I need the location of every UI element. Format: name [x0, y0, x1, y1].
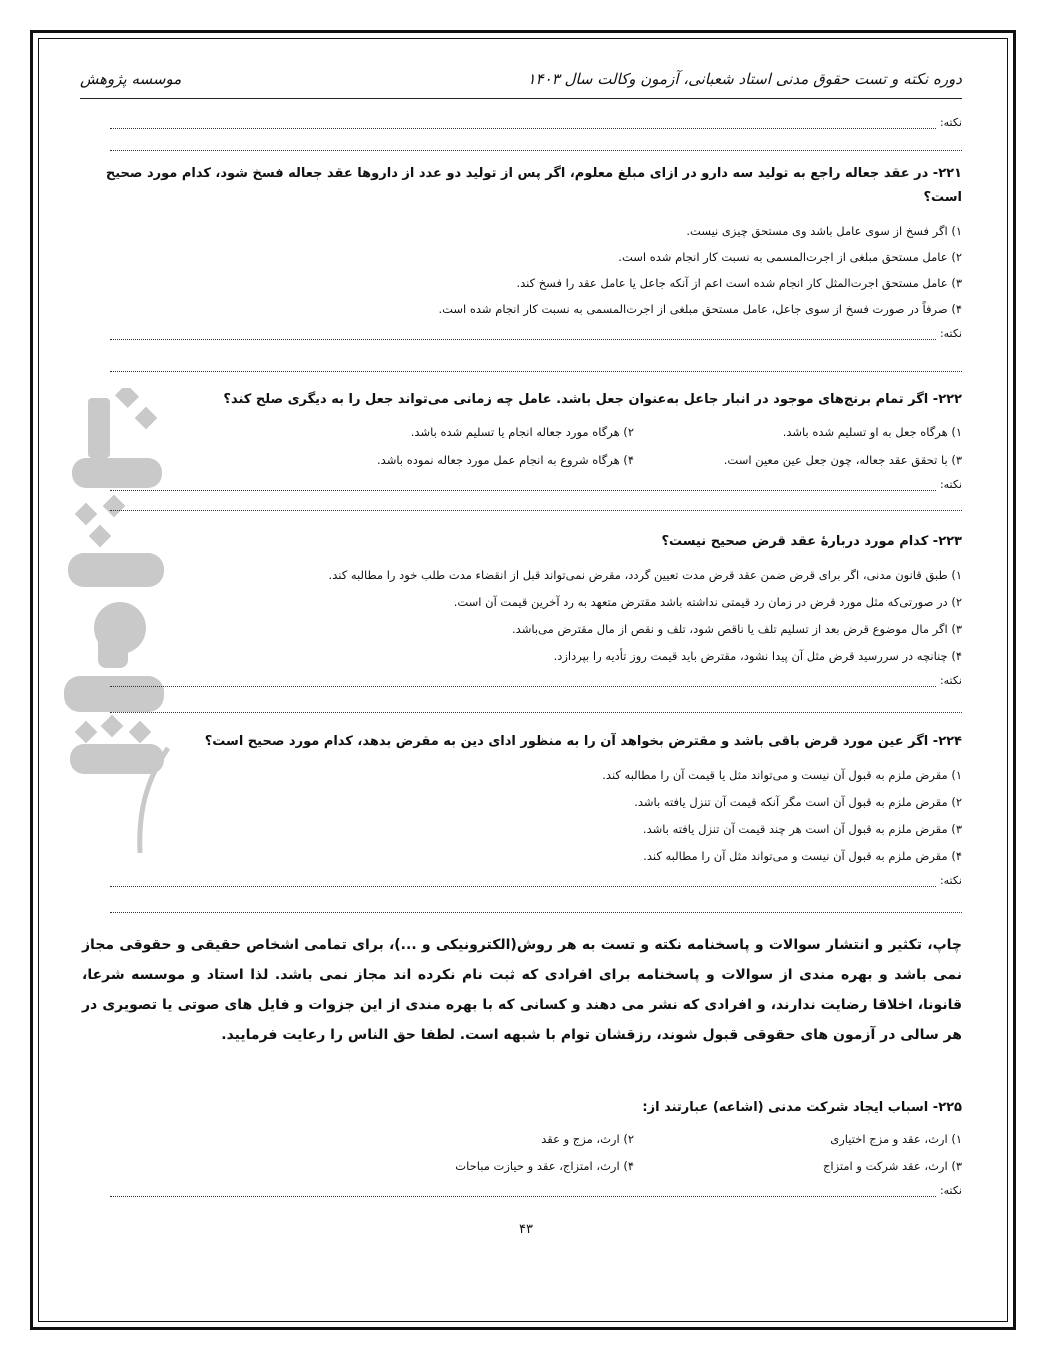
q222-option-3: ۳) با تحقق عقد جعاله، چون جعل عین معین است.: [723, 453, 962, 467]
header-title: دوره نکته و تست حقوق مدنی استاد شعبانی، آزمون وکالت سال ۱۴۰۳: [527, 70, 962, 88]
question-223: ۲۲۳- کدام مورد دربارهٔ عقد قرض صحیح نیست؟: [661, 534, 962, 549]
note-label: نکته:: [939, 327, 962, 340]
q225-option-2: ۲) ارث، مزج و عقد: [541, 1132, 634, 1146]
question-225: ۲۲۵- اسباب ایجاد شرکت مدنی (اشاعه) عبارتند از:: [642, 1100, 962, 1115]
note-label: نکته:: [939, 478, 962, 491]
q225-option-3: ۳) ارث، عقد شرکت و امتزاج: [822, 1159, 962, 1173]
question-224: ۲۲۴- اگر عین مورد قرض باقی باشد و مقترض بخواهد آن را به منظور ادای دین به مقرض بدهد، کدام مورد صحیح است؟: [204, 734, 962, 749]
q222-option-4: ۴) هرگاه شروع به انجام عمل مورد جعاله نموده باشد.: [377, 453, 634, 467]
q221-option-1: ۱) اگر فسخ از سوی عامل باشد وی مستحق چیزی نیست.: [686, 224, 962, 238]
note-dotted-line: [110, 150, 962, 151]
q223-option-2: ۲) در صورتی‌که مثل مورد قرض در زمان رد قیمتی نداشته باشد مقترض متعهد به رد آخرین قیمت آن است.: [453, 595, 962, 609]
q224-option-2: ۲) مقرض ملزم به قبول آن است مگر آنکه قیمت آن تنزل یافته باشد.: [634, 795, 962, 809]
note-label: نکته:: [939, 116, 962, 129]
note-label: نکته:: [939, 674, 962, 687]
note-dotted-line: [110, 912, 962, 913]
note-line: [110, 674, 962, 687]
note-line: [110, 1184, 962, 1197]
q221-option-4: ۴) صرفاً در صورت فسخ از سوی جاعل، عامل مستحق مبلغی از اجرت‌المسمی به نسبت کار انجام شده است.: [438, 302, 962, 316]
q224-option-4: ۴) مقرض ملزم به قبول آن نیست و می‌تواند مثل آن را مطالبه کند.: [643, 849, 962, 863]
note-dotted-line: [110, 371, 962, 372]
note-label: نکته:: [939, 874, 962, 887]
note-line: [110, 478, 962, 491]
q225-option-1: ۱) ارث، عقد و مزج اختیاری: [830, 1132, 962, 1146]
note-dotted-line: [110, 712, 962, 713]
q223-option-4: ۴) چنانچه در سررسید قرض مثل آن پیدا نشود، مقترض باید قیمت روز تأدیه را بپردازد.: [553, 649, 962, 663]
question-222: ۲۲۲- اگر تمام برنج‌های موجود در انبار جاعل به‌عنوان جعل باشد. عامل چه زمانی می‌تواند جعل را به دیگری صلح کند؟: [223, 392, 962, 407]
header-publisher: موسسه پژوهش: [80, 70, 182, 88]
note-line: [110, 327, 962, 340]
q223-option-3: ۳) اگر مال موضوع قرض بعد از تسلیم تلف یا ناقص شود، تلف و نقص از مال مقترض می‌باشد.: [512, 622, 962, 636]
note-line: [110, 116, 962, 129]
note-dotted-line: [110, 510, 962, 511]
page-number: ۴۳: [519, 1222, 533, 1237]
note-line: [110, 874, 962, 887]
q221-option-2: ۲) عامل مستحق مبلغی از اجرت‌المسمی به نسبت کار انجام شده است.: [618, 250, 962, 264]
publisher-watermark: [58, 388, 178, 858]
q225-option-4: ۴) ارث، امتزاج، عقد و حیازت مباحات: [455, 1159, 634, 1173]
q222-option-1: ۱) هرگاه جعل به او تسلیم شده باشد.: [782, 425, 962, 439]
page-header: [80, 68, 962, 99]
q222-option-2: ۲) هرگاه مورد جعاله انجام یا تسلیم شده باشد.: [410, 425, 634, 439]
note-label: نکته:: [939, 1184, 962, 1197]
copyright-notice: چاپ، تکثیر و انتشار سوالات و پاسخنامه نکته و تست به هر روش(الکترونیکی و ...)، برای تمامی اشخاص حقیقی و حقوقی مجاز نمی باشد و بهره مندی از سوالات و پاسخنامه برای افرادی که ثبت نام نکرده اند مجاز نمی باشد. لذا استاد و موسسه شرعا، قانونا، اخلاقا رضایت ندارند، و افرادی که نشر می دهند و کسانی که با بهره مندی از این جزوات و فایل های صوتی یا تصویری در هر سالی در آزمون های حقوقی قبول شوند، رزقشان توام با شبهه است. لطفا حق الناس را رعایت فرمایید.: [82, 937, 962, 1043]
q223-option-1: ۱) طبق قانون مدنی، اگر برای قرض ضمن عقد قرض مدت تعیین گردد، مقرض نمی‌تواند قبل از انقضاء مدت طلب خود را مطالبه کند.: [328, 568, 962, 582]
q224-option-3: ۳) مقرض ملزم به قبول آن است هر چند قیمت آن تنزل یافته باشد.: [642, 822, 962, 836]
q221-option-3: ۳) عامل مستحق اجرت‌المثل کار انجام شده است اعم از آنکه جاعل یا عامل عقد را فسخ کند.: [516, 276, 962, 290]
q224-option-1: ۱) مقرض ملزم به قبول آن نیست و می‌تواند مثل یا قیمت آن را مطالبه کند.: [602, 768, 962, 782]
question-221: ۲۲۱- در عقد جعاله راجع به تولید سه دارو در ازای مبلغ معلوم، اگر پس از تولید دو عدد از داروها عقد جعاله فسخ شود، کدام مورد صحیح است؟: [105, 166, 962, 205]
